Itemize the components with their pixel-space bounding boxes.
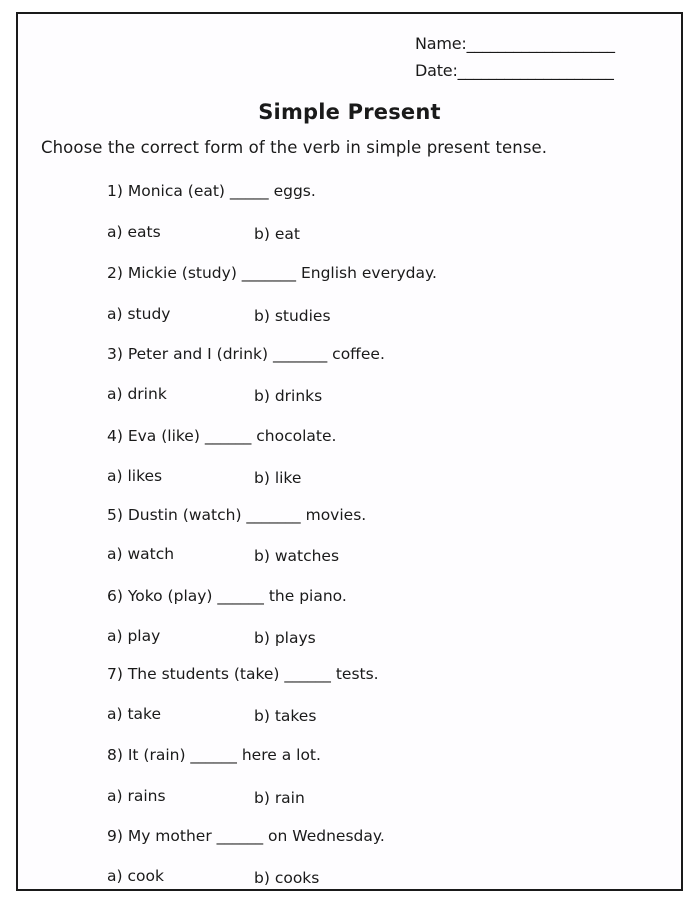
worksheet-frame [16, 12, 683, 891]
question-9: 9) My mother ______ on Wednesday. [107, 827, 385, 845]
question-2-option-b: b) studies [254, 307, 331, 325]
question-5: 5) Dustin (watch) _______ movies. [107, 506, 367, 524]
question-8-option-a: a) rains [107, 787, 166, 805]
question-9-option-a: a) cook [107, 867, 164, 885]
question-5-option-a: a) watch [107, 545, 175, 563]
question-9-option-b: b) cooks [254, 869, 320, 887]
question-5-option-b: b) watches [254, 547, 340, 565]
question-7: 7) The students (take) ______ tests. [107, 665, 379, 683]
question-3-option-a: a) drink [107, 385, 167, 403]
question-3-option-b: b) drinks [254, 387, 323, 405]
name-field: Name:___________________ [415, 34, 615, 53]
question-6: 6) Yoko (play) ______ the piano. [107, 587, 347, 605]
date-field: Date:____________________ [415, 61, 614, 80]
question-7-option-a: a) take [107, 705, 162, 723]
question-8-option-b: b) rain [254, 789, 305, 807]
question-8: 8) It (rain) ______ here a lot. [107, 746, 321, 764]
question-3: 3) Peter and I (drink) _______ coffee. [107, 345, 385, 363]
question-4-option-b: b) like [254, 469, 302, 487]
question-1-option-b: b) eat [254, 225, 300, 243]
question-1-option-a: a) eats [107, 223, 161, 241]
question-1: 1) Monica (eat) _____ eggs. [107, 182, 316, 200]
question-4: 4) Eva (like) ______ chocolate. [107, 427, 337, 445]
question-6-option-a: a) play [107, 627, 161, 645]
instructions: Choose the correct form of the verb in simple present tense. [41, 138, 548, 157]
worksheet-title: Simple Present [258, 100, 441, 124]
question-2-option-a: a) study [107, 305, 171, 323]
question-4-option-a: a) likes [107, 467, 163, 485]
question-7-option-b: b) takes [254, 707, 317, 725]
question-2: 2) Mickie (study) _______ English everyday. [107, 264, 437, 282]
question-6-option-b: b) plays [254, 629, 316, 647]
